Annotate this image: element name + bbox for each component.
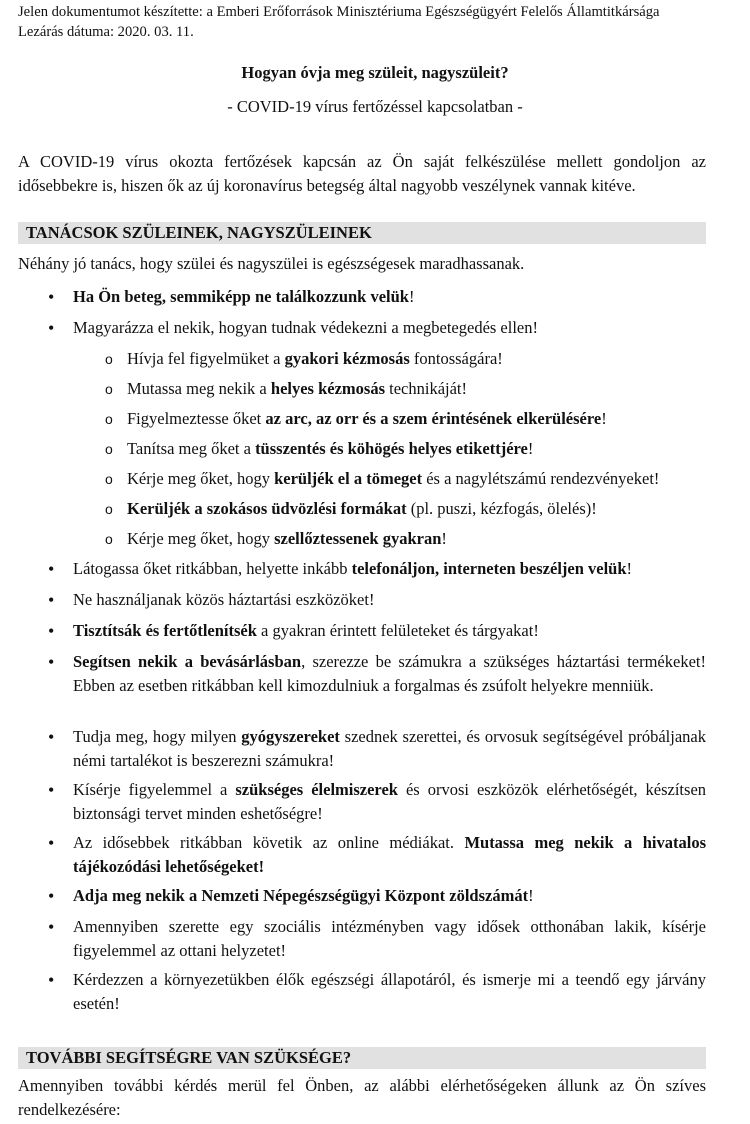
list-subitem <box>105 347 727 371</box>
body-text: Ne használjanak közös háztartási eszközöket! <box>73 590 375 609</box>
emphasis-text: Adja meg nekik a Nemzeti Népegészségügyi Központ zöldszámát <box>73 886 529 905</box>
section-heading-help: TOVÁBBI SEGÍTSÉGRE VAN SZÜKSÉGE? <box>18 1047 706 1069</box>
sub-bullet-icon: o <box>105 351 113 367</box>
body-text: fontosságára! <box>409 349 503 368</box>
emphasis-text: tüsszentés és köhögés helyes etikettjére <box>255 439 528 458</box>
body-text: a gyakran érintett felületeket és tárgyakat! <box>256 621 539 640</box>
bullet-icon: • <box>48 621 55 641</box>
list-item <box>48 619 706 643</box>
body-text: szednek szerettei, és orvosuk segítségével próbáljanak némi tartalékot is beszerezni számukra! <box>73 727 707 770</box>
closing-date: Lezárás dátuma: 2020. 03. 11. <box>18 24 194 40</box>
body-text: technikáját! <box>385 379 468 398</box>
list-item <box>48 588 706 612</box>
list-item <box>48 285 706 309</box>
bullet-icon: • <box>48 780 55 800</box>
emphasis-text: Tisztítsák és fertőtlenítsék <box>73 621 257 640</box>
body-text: Tanítsa meg őket a <box>127 439 256 458</box>
list-item <box>48 778 707 826</box>
list-subitem <box>105 377 727 401</box>
bullet-icon: • <box>48 287 55 307</box>
body-text: Figyelmeztesse őket <box>127 409 266 428</box>
body-text: és orvosi eszközök elérhetőségét, készítsen biztonsági tervet minden eshetőségre! <box>73 780 707 823</box>
body-text: Kérje meg őket, hogy <box>127 529 275 548</box>
list-item <box>48 884 706 908</box>
body-text: Kísérje figyelemmel a <box>73 780 236 799</box>
bullet-icon: • <box>48 652 55 672</box>
emphasis-text: Kerüljék a szokásos üdvözlési formákat <box>127 499 407 518</box>
bullet-icon: • <box>48 559 55 579</box>
list-item <box>48 915 706 963</box>
body-text: Az idősebbek ritkábban követik az online médiákat. <box>73 833 465 852</box>
body-text: Kérdezzen a környezetükben élők egészségi állapotáról, és ismerje mi a teendő egy járvány esetén! <box>73 970 706 1013</box>
body-text: Tudja meg, hogy milyen <box>73 727 242 746</box>
list-item <box>48 650 706 698</box>
emphasis-text: Segítsen nekik a bevásárlásban <box>73 652 302 671</box>
emphasis-text: gyakori kézmosás <box>284 349 410 368</box>
body-text: ! <box>601 409 607 428</box>
emphasis-text: telefonáljon, interneten beszéljen velük <box>351 559 627 578</box>
body-text: ! <box>626 559 633 578</box>
sub-bullet-icon: o <box>105 501 113 517</box>
list-subitem <box>105 437 727 461</box>
emphasis-text: az arc, az orr és a szem érintésének elkerülésére <box>265 409 602 428</box>
list-subitem <box>105 527 727 551</box>
sub-bullet-icon: o <box>105 471 113 487</box>
emphasis-text: kerüljék el a tömeget <box>274 469 423 488</box>
body-text: Látogassa őket ritkábban, helyette inkább <box>73 559 352 578</box>
emphasis-text: gyógyszereket <box>241 727 340 746</box>
list-item <box>48 557 706 581</box>
author-line: Jelen dokumentumot készítette: a Emberi Erőforrások Minisztériuma Egészségügyért Felelős Államtitkársága <box>18 4 660 20</box>
list-item <box>48 725 707 773</box>
bullet-icon: • <box>48 833 55 853</box>
sub-bullet-icon: o <box>105 381 113 397</box>
section-lead-advice: Néhány jó tanács, hogy szülei és nagyszülei is egészségesek maradhassanak. <box>18 254 525 273</box>
bullet-icon: • <box>48 318 55 338</box>
bullet-icon: • <box>48 970 55 990</box>
body-text: és a nagylétszámú rendezvényeket! <box>422 469 660 488</box>
body-text: ! <box>528 886 534 905</box>
sub-bullet-icon: o <box>105 411 113 427</box>
bullet-icon: • <box>48 917 55 937</box>
body-text: ! <box>409 287 415 306</box>
list-item <box>48 831 707 879</box>
emphasis-text: helyes kézmosás <box>270 379 386 398</box>
body-text: Magyarázza el nekik, hogyan tudnak védekezni a megbetegedés ellen! <box>73 318 538 337</box>
list-subitem <box>105 407 727 431</box>
bullet-icon: • <box>48 727 55 747</box>
list-subitem <box>105 497 727 521</box>
body-text: ! <box>527 439 534 458</box>
page-subtitle: - COVID-19 vírus fertőzéssel kapcsolatban - <box>227 97 523 116</box>
body-text: , szerezze be számukra a szükséges háztartási termékeket! Ebben az esetben ritkábban kell kimozdulniuk a forgalmas és zsúfolt helyekre menniük. <box>73 652 706 695</box>
page-title: Hogyan óvja meg szüleit, nagyszüleit? <box>241 63 509 82</box>
sub-bullet-icon: o <box>105 531 113 547</box>
emphasis-text: szükséges élelmiszerek <box>235 780 398 799</box>
body-text: ! <box>441 529 447 548</box>
body-text: Mutassa meg nekik a <box>127 379 271 398</box>
body-text: Kérje meg őket, hogy <box>127 469 275 488</box>
list-item <box>48 316 706 340</box>
section-heading-advice: TANÁCSOK SZÜLEINEK, NAGYSZÜLEINEK <box>18 222 706 244</box>
section-lead-help: Amennyiben további kérdés merül fel Önben, az alábbi elérhetőségeken állunk az Ön szíves rendelkezésére: <box>18 1076 706 1119</box>
emphasis-text: Ha Ön beteg, semmiképp ne találkozzunk velük <box>73 287 409 306</box>
list-subitem <box>105 467 727 491</box>
body-text: Amennyiben szerette egy szociális intézményben vagy idősek otthonában lakik, kísérje figyelemmel az ottani helyzetet! <box>73 917 706 960</box>
emphasis-text: Mutassa meg nekik a hivatalos tájékozódási lehetőségeket! <box>73 833 707 876</box>
intro-paragraph: A COVID-19 vírus okozta fertőzések kapcsán az Ön saját felkészülése mellett gondoljon az idősebbekre is, hiszen ők az új koronavírus betegség által nagyobb veszélynek vannak kitéve. <box>18 152 706 195</box>
emphasis-text: szellőztessenek gyakran <box>274 529 442 548</box>
bullet-icon: • <box>48 886 55 906</box>
list-item <box>48 968 706 1016</box>
body-text: (pl. puszi, kézfogás, ölelés)! <box>406 499 597 518</box>
sub-bullet-icon: o <box>105 441 113 457</box>
body-text: Hívja fel figyelmüket a <box>127 349 285 368</box>
document-meta <box>18 2 660 42</box>
bullet-icon: • <box>48 590 55 610</box>
